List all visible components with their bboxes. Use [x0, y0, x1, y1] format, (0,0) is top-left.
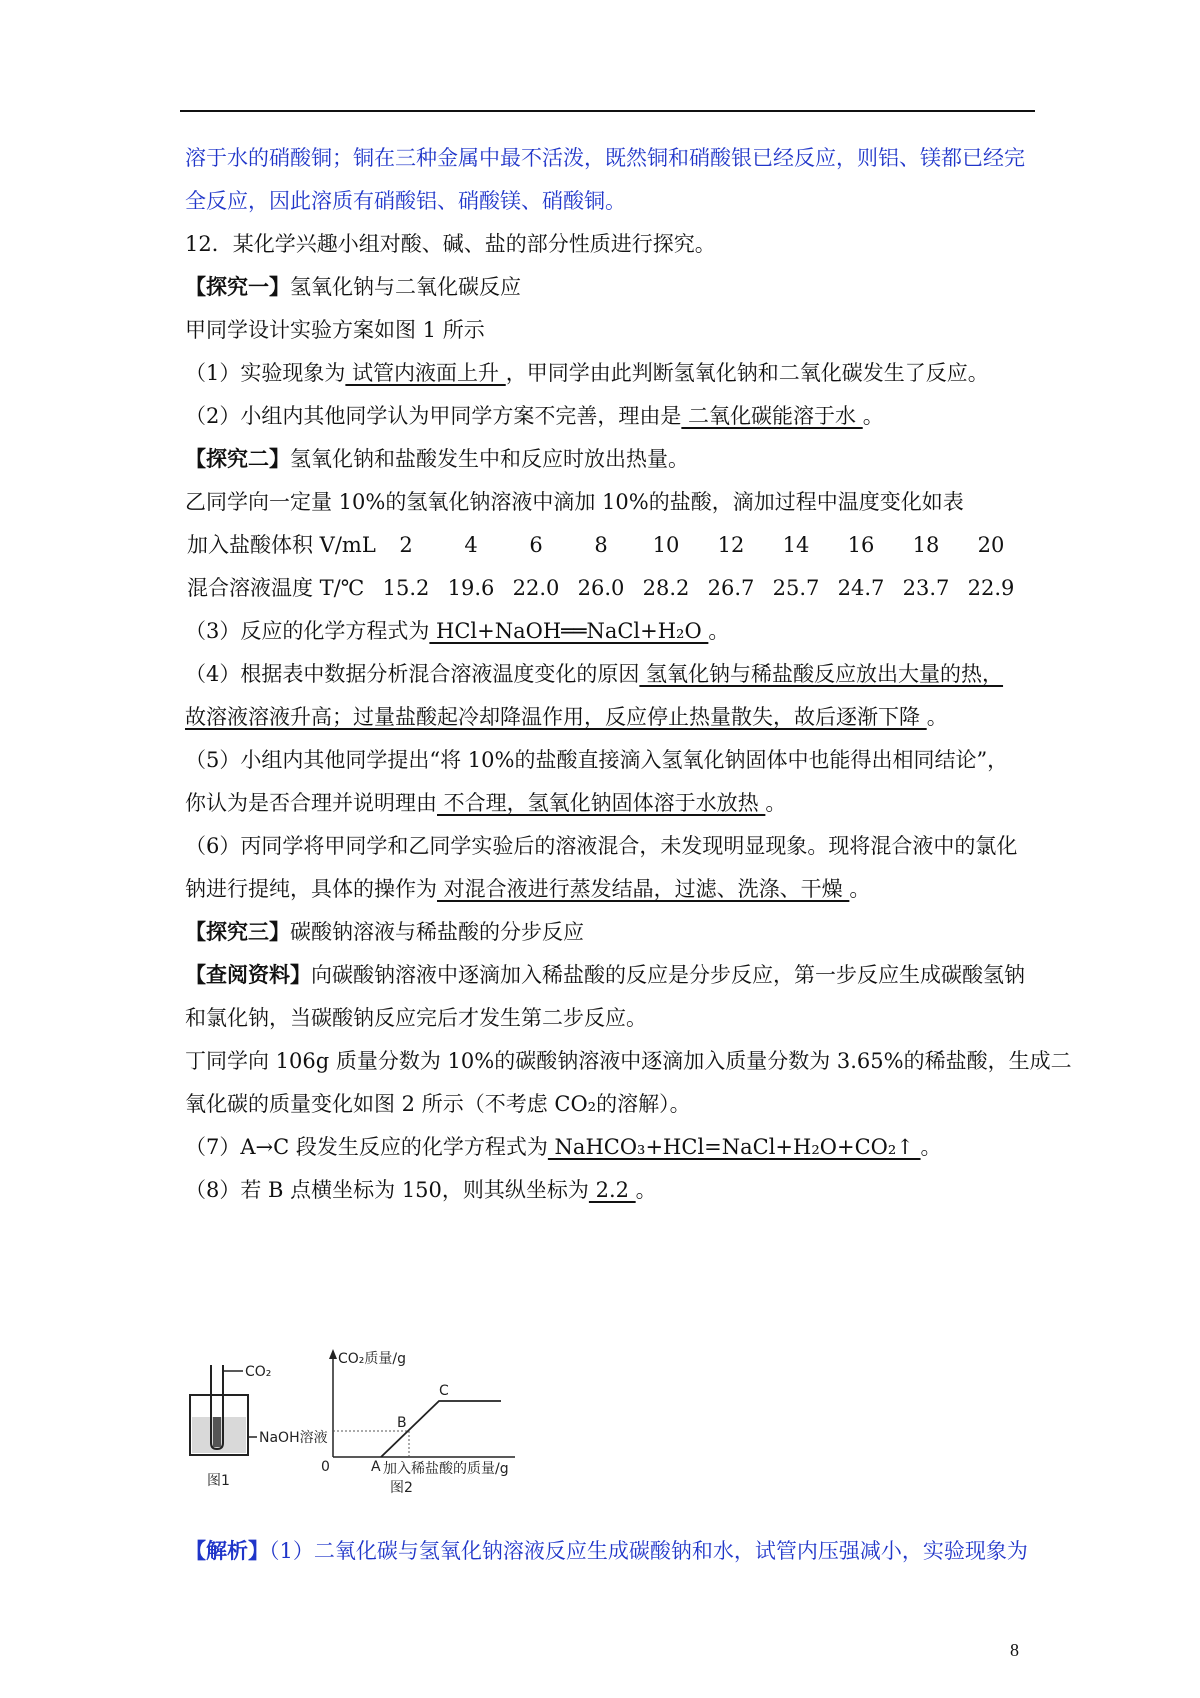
question-text: 。	[635, 1178, 657, 1202]
tube-liquid	[213, 1417, 221, 1447]
question-text: ，甲同学由此判断氢氧化钠和二氧化碳发生了反应。	[505, 361, 989, 385]
page-number: 8	[1010, 1640, 1019, 1660]
section-title: 碳酸钠溶液与稀盐酸的分步反应	[290, 920, 584, 944]
table-row-label: 混合溶液温度 T/℃	[187, 576, 365, 600]
table-cell: 23.7	[902, 576, 950, 600]
sub-question-cont	[185, 788, 786, 818]
answer: 试管内液面上升	[345, 361, 506, 385]
table-row-label: 加入盐酸体积 V/mL	[187, 533, 376, 557]
fig1-naoh-label: NaOH溶液	[259, 1430, 328, 1446]
question-text: （8）若 B 点横坐标为 150，则其纵坐标为	[185, 1178, 589, 1202]
fig2-y-label: CO₂质量/g	[338, 1351, 407, 1367]
sub-question-cont	[185, 702, 948, 732]
sub-question	[185, 1175, 657, 1205]
table-row	[185, 573, 1045, 603]
question-text: （1）实验现象为	[185, 361, 346, 385]
section-tag: 【探究一】	[185, 274, 290, 299]
fig1-caption: 图1	[207, 1473, 230, 1489]
table-cell: 12	[717, 533, 745, 557]
table-row	[185, 530, 1045, 560]
reference-line	[185, 960, 1025, 990]
table-cell: 8	[594, 533, 608, 557]
text-line: 和氯化钠，当碳酸钠反应完后才发生第二步反应。	[185, 1006, 647, 1030]
fig2-point-a: A	[371, 1459, 381, 1475]
analysis-tag: 【解析】	[185, 1538, 269, 1563]
table-cell: 16	[847, 533, 875, 557]
table-cell: 28.2	[642, 576, 690, 600]
question-text: （4）根据表中数据分析混合溶液温度变化的原因	[185, 662, 640, 686]
table-cell: 2	[399, 533, 413, 557]
section-title: 氢氧化钠和盐酸发生中和反应时放出热量。	[290, 447, 689, 471]
question-text: 。	[920, 1135, 942, 1159]
section-tag: 【探究二】	[185, 446, 290, 471]
answer: 对混合液进行蒸发结晶，过滤、洗涤、干燥	[437, 877, 850, 901]
question-text: （7）A→C 段发生反应的化学方程式为	[185, 1135, 548, 1159]
table-cell: 14	[782, 533, 810, 557]
question-text: 。	[708, 619, 730, 643]
fig1-co2-label: CO₂	[245, 1364, 272, 1380]
section-title: 氢氧化钠与二氧化碳反应	[290, 275, 521, 299]
table-cell: 24.7	[837, 576, 885, 600]
text-line: 乙同学向一定量 10%的氢氧化钠溶液中滴加 10%的盐酸，滴加过程中温度变化如表	[185, 490, 964, 514]
question-text: 。	[862, 404, 884, 428]
fig2-x-label: 加入稀盐酸的质量/g	[383, 1461, 509, 1477]
text-line: 甲同学设计实验方案如图 1 所示	[185, 318, 485, 342]
question-text: 。	[849, 877, 871, 901]
table-cell: 20	[977, 533, 1005, 557]
y-axis-arrow	[329, 1349, 337, 1359]
sub-question: （5）小组内其他同学提出“将 10%的盐酸直接滴入氢氧化钠固体中也能得出相同结论”，	[185, 748, 1009, 772]
table-cell: 25.7	[772, 576, 820, 600]
fig2-point-b: B	[397, 1415, 407, 1431]
question-text: 。	[926, 705, 948, 729]
question-text: （2）小组内其他同学认为甲同学方案不完善，理由是	[185, 404, 682, 428]
fig2-caption: 图2	[390, 1480, 413, 1496]
section-heading	[185, 444, 689, 474]
analysis-line	[185, 1536, 1028, 1566]
table-cell: 10	[652, 533, 680, 557]
section-tag: 【探究三】	[185, 919, 290, 944]
answer: 氢氧化钠与稀盐酸反应放出大量的热，	[639, 662, 1004, 686]
table-cell: 22.9	[967, 576, 1015, 600]
table-cell: 22.0	[512, 576, 560, 600]
sub-question	[185, 401, 884, 431]
answer: NaHCO₃+HCl=NaCl+H₂O+CO₂↑	[547, 1135, 921, 1159]
text-line: 全反应，因此溶质有硝酸铝、硝酸镁、硝酸铜。	[185, 189, 626, 213]
text-line: 溶于水的硝酸铜；铜在三种金属中最不活泼，既然铜和硝酸银已经反应，则铝、镁都已经完	[185, 146, 1025, 170]
question-text: 你认为是否合理并说明理由	[185, 791, 437, 815]
reference-tag: 【查阅资料】	[185, 962, 311, 987]
sub-question	[185, 616, 729, 646]
question-text: 钠进行提纯，具体的操作为	[185, 877, 437, 901]
figure-2	[321, 1349, 515, 1496]
fig2-point-c: C	[439, 1383, 449, 1399]
question-text: 。	[765, 791, 787, 815]
fig2-origin: 0	[321, 1459, 330, 1475]
sub-question	[185, 659, 1003, 689]
table-cell: 19.6	[447, 576, 495, 600]
table-cell: 15.2	[382, 576, 430, 600]
section-heading	[185, 272, 521, 302]
table-cell: 26.7	[707, 576, 755, 600]
text-line: 氧化碳的质量变化如图 2 所示（不考虑 CO₂的溶解）。	[185, 1092, 691, 1116]
section-heading	[185, 917, 584, 947]
figure-1	[190, 1364, 328, 1489]
table-cell: 26.0	[577, 576, 625, 600]
table-cell: 18	[912, 533, 940, 557]
answer: 故溶液溶液升高；过量盐酸起冷却降温作用，反应停止热量散失，故后逐渐下降	[185, 705, 927, 729]
sub-question-cont	[185, 874, 870, 904]
sub-question	[185, 1132, 942, 1162]
question-text: （3）反应的化学方程式为	[185, 619, 430, 643]
question-12: 12．某化学兴趣小组对酸、碱、盐的部分性质进行探究。	[185, 232, 716, 256]
reference-text: 向碳酸钠溶液中逐滴加入稀盐酸的反应是分步反应，第一步反应生成碳酸氢钠	[311, 963, 1025, 987]
analysis-text: （1）二氧化碳与氢氧化钠溶液反应生成碳酸钠和水，试管内压强减小，实验现象为	[269, 1539, 1028, 1563]
answer: 二氧化碳能溶于水	[681, 404, 863, 428]
sub-question	[185, 358, 989, 388]
header-rule	[180, 110, 1035, 112]
answer: 不合理，氢氧化钠固体溶于水放热	[437, 791, 766, 815]
answer: HCl+NaOH══NaCl+H₂O	[429, 619, 709, 643]
table-cell: 6	[529, 533, 543, 557]
sub-question: （6）丙同学将甲同学和乙同学实验后的溶液混合，未发现明显现象。现将混合液中的氯化	[185, 834, 1018, 858]
table-cell: 4	[464, 533, 478, 557]
text-line: 丁同学向 106g 质量分数为 10%的碳酸钠溶液中逐滴加入质量分数为 3.65%的稀盐酸，生成二	[185, 1049, 1072, 1073]
answer: 2.2	[588, 1178, 636, 1202]
experiment-figures	[185, 1345, 585, 1510]
